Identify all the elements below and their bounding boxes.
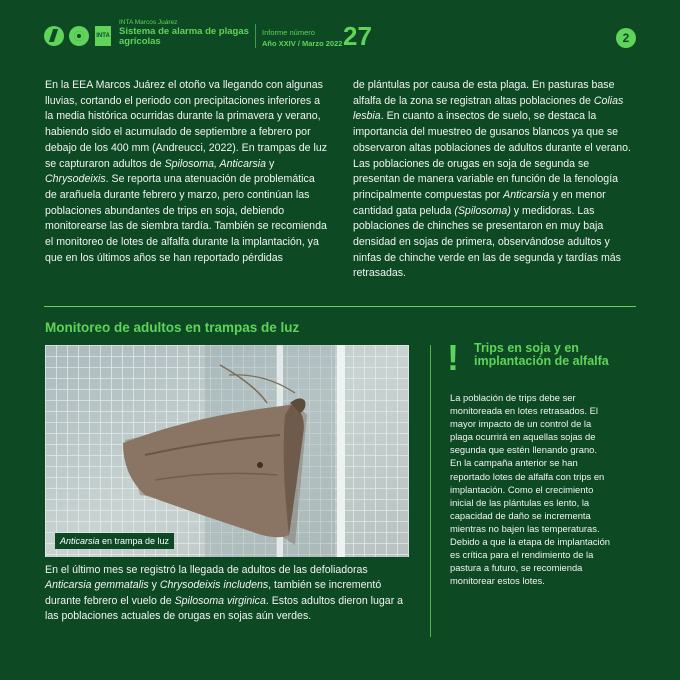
ring-logo-icon	[69, 26, 89, 46]
intro-paragraph: En la EEA Marcos Juárez el otoño va llegando con algunas lluvias, cortando el periodo con precipitaciones inferiores a la media histórica ocurridas durante la primavera y verano, habiendo sido el acumulado de septiembre a febrero por debajo de los 400 mm (Andreucci, 2022). En trampas de luz se capturaron adultos de Spilosoma, Anticarsia y Chrysodeixis. Se reporta una atenuación de problemática de arañuela durante febrero y marzo, pero continúan las poblaciones abundantes de trips en soja, debiendo monitorearse las de siembra tardía. También se recomienda el monitoreo de lotes de alfalfa durante la implantación, ya que en los últimos años se han reportado pérdidas	[45, 79, 328, 264]
left-column	[45, 78, 329, 266]
header-divider	[255, 24, 256, 48]
right-column	[353, 78, 637, 282]
moth-illustration	[45, 345, 409, 557]
moth-photo	[45, 345, 409, 557]
page-number-badge: 2	[616, 28, 636, 48]
issue-number: 27	[343, 21, 372, 51]
header-title: Sistema de alarma de plagas agrícolas	[119, 26, 249, 47]
section-separator	[44, 306, 636, 307]
header-volume: Año XXIV / Marzo 2022	[262, 39, 343, 48]
page-header	[44, 18, 636, 52]
sidebar-divider	[430, 345, 431, 637]
trap-paragraph: En el último mes se registró la llegada de adultos de las defoliadoras Anticarsia gemmatalis y Chrysodeixis includens, también se incrementó durante febrero el vuelo de Spilosoma virginica. Estos adultos dieron lugar a las poblaciones actuales de orugas en sojas aún verdes.	[45, 564, 404, 623]
inta-logo: INTA	[95, 26, 111, 46]
exclamation-icon: !	[447, 337, 459, 378]
photo-caption: Anticarsia en trampa de luz	[55, 533, 174, 549]
header-informe-label: Informe número	[262, 28, 315, 37]
section-title: Monitoreo de adultos en trampas de luz	[45, 320, 300, 335]
sidebar-text: La población de trips debe ser monitoreada en lotes retrasados. El mayor impacto de un control de la plaga ocurrirá en aquellas sojas de segunda que estén llenando grano. En la campaña anterior se han reportado lotes de alfalfa con trips en implantación. Como el crecimiento inicial de las plántulas es lento, la capacidad de daño se incrementa mientras no bajen las temperaturas. Debido a que la etapa de implantación es crítica para el rendimiento de la pastura a futuro, se recomienda monitorear estos lotes.	[450, 392, 611, 587]
lightning-logo-icon	[44, 26, 64, 46]
header-organization: INTA Marcos Juárez	[119, 19, 178, 26]
sidebar-title: Trips en soja y en implantación de alfalfa	[474, 341, 609, 368]
continued-paragraph: de plántulas por causa de esta plaga. En pasturas base alfalfa de la zona se registran altas poblaciones de Colias lesbia. En cuanto a insectos de suelo, se destaca la importancia del muestreo de gusanos blancos ya que se observaron altas poblaciones de adultos durante el verano. Las poblaciones de orugas en soja de segunda se presentan de manera variable en función de la fenología principalmente compuestas por Anticarsia y en menor cantidad gata peluda (Spilosoma) y medidoras. Las poblaciones de chinches se presentaron en muy baja densidad en sojas de primera, observándose adultos y ninfas de chinche verde en las de segunda y tardías más retrasadas.	[353, 79, 631, 280]
